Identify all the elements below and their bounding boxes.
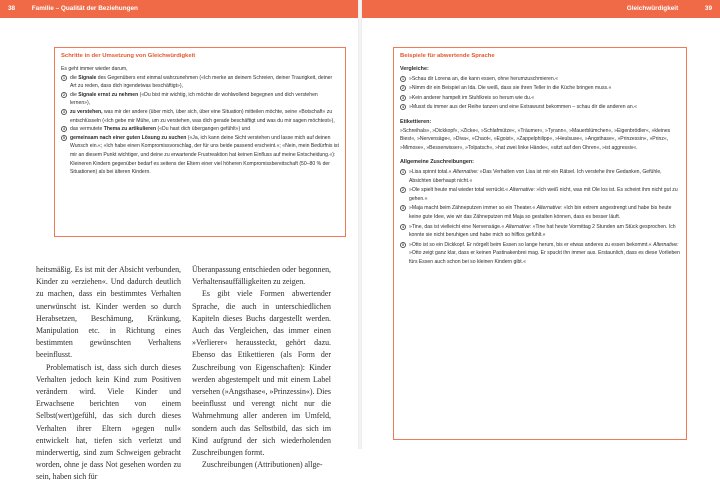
example-text: »Nimm dir ein Beispiel an Ida. Die weiß, dass sie ihren Teller in die Küche bringen muss.« <box>409 85 612 92</box>
example-item <box>400 84 680 93</box>
step-item <box>61 108 339 125</box>
step-keyword: zu verstehen, <box>70 108 103 115</box>
example-text: »Schau dir Lorena an, die kann essen, ohne herumzuschmieren.« <box>409 75 558 82</box>
left-text-column-1 <box>36 264 181 484</box>
number-bullet-icon: 3 <box>402 206 404 211</box>
alternative-label: Alternative: <box>505 223 532 230</box>
number-bullet-icon: 1 <box>402 169 404 174</box>
vergleiche-list <box>400 75 680 112</box>
number-bullet-icon: 5 <box>63 135 65 140</box>
book-gutter <box>358 0 362 449</box>
alternative-label: Alternative: <box>536 205 563 212</box>
left-info-box <box>54 47 346 237</box>
left-box-list <box>61 74 339 177</box>
example-item <box>400 94 680 103</box>
number-bullet-icon: 4 <box>402 224 404 229</box>
example-text: »Kein anderer hampelt im Stuhlkreis so herum wie du.« <box>409 94 535 101</box>
body-paragraph: heitsmäßig. Es ist mit der Absicht verbunden, Kinder zu »erziehen«. Und dadurch deutlich zu machen, dass ein bestimmtes Verhalten unerwünscht ist. Kinder werden so durch Herabsetzen, Beschämung, Kränkung, Manipulation etc. in Richtung eines bestimmten gewünschten Verhaltens beeinflusst. <box>36 265 181 360</box>
example-text: »Musst du immer aus der Reihe tanzen und eine Extrawurst bekommen – schau dir die anderen an.« <box>409 104 637 111</box>
example-item <box>400 168 680 185</box>
alternative-label: Alternative: <box>653 241 679 248</box>
body-paragraph: Überanpassung entschieden oder begonnen, Verhaltensauffälligkeiten zu zeigen. <box>192 265 331 287</box>
step-prefix: das vermutete <box>70 126 104 133</box>
example-item <box>400 186 680 203</box>
step-keyword: gemeinsam nach einer guten Lösung zu suchen <box>70 134 187 141</box>
body-paragraph: Problematisch ist, dass sich durch dieses Verhalten jedoch kein Kind zum Positiven verändern wird. Viele Kinder und Erwachsene berichten von einem Selbst(wert)gefühl, das sich durch dieses Verhalten ihrer Eltern »gegen null« entwickelt hat, tiefen sich verletzt und minderwertig, sind zum Schweigen gebracht worden, ohne je dass Not gesehen worden zu sein, haben sich für <box>36 362 181 482</box>
left-text-column-2 <box>192 264 331 471</box>
example-item <box>400 75 680 84</box>
number-bullet-icon: 3 <box>402 95 404 100</box>
step-keyword: Signale ernst zu nehmen <box>78 91 139 98</box>
right-header-title: Gleichwürdigkeit <box>626 5 679 12</box>
left-box-intro: Es geht immer wieder darum, <box>61 66 128 72</box>
step-item <box>61 134 339 177</box>
section-heading-zuschreibungen: Allgemeine Zuschreibungen: <box>400 159 474 166</box>
example-text: »Maja macht beim Zähneputzen immer so ein Theater.« <box>409 205 537 212</box>
number-bullet-icon: 4 <box>402 105 404 110</box>
left-page-number: 38 <box>8 5 16 12</box>
alternative-text: »Das Verhalten von Lisa ist mir ein Rätsel. Ich verstehe ihre Gedanken, Gefühle, Absichten überhaupt nicht.« <box>409 168 662 184</box>
number-bullet-icon: 1 <box>402 76 404 81</box>
alternative-text: »Ich bin extrem angestrengt und habe bis heute keine gute Idee, wie wir das Zähneputzen mit Maja so gestalten können, dass es besser läuft. <box>409 205 672 220</box>
example-item <box>400 241 680 267</box>
body-paragraph: Es gibt viele Formen abwertender Sprache, die auch in unterschiedlichen Kapiteln dieses Buchs dargestellt werden. Auch das Vergleichen, das immer einen »Verlierer« heraussteckt, gehört dazu. Ebenso das Etikettieren (als Form der Zuschreibung von Eigenschaften): Kinder werden abgestempelt und mit einem Label versehen (»Angsthase«, »Prinzessin«). Dies beeinflusst und verengt nicht nur die Wahrnehmung aller anderen im Umfeld, sondern auch das Selbstbild, das sich im Kind aufgrund der sich wiederholenden Zuschreibungen formt. <box>192 289 331 458</box>
example-item <box>400 103 680 112</box>
number-bullet-icon: 4 <box>63 127 65 132</box>
body-paragraph: Zuschreibungen (Attributionen) allge- <box>202 460 323 470</box>
left-box-body <box>61 65 339 177</box>
example-text: »Tine, das ist vielleicht eine Nervensäge.« <box>409 223 506 230</box>
example-text: »Lisa spinnt total.« <box>409 168 453 175</box>
number-bullet-icon: 5 <box>402 242 404 247</box>
section-heading-vergleiche: Vergleiche: <box>400 66 429 72</box>
step-item <box>61 91 339 108</box>
example-item <box>400 223 680 240</box>
example-text: »Otto ist so ein Dickkopf. Er nörgelt beim Essen so lange herum, bis er etwas anderes zu essen bekommt.« <box>409 241 654 248</box>
alternative-text: »Tine hat heute Vormittag 2 Stunden am Stück gesprochen. Ich konnte sie nicht beruhigen und habe mich so hilflos gefühlt.« <box>409 223 676 239</box>
step-text: («Ja, ich kann deine Sicht verstehen und lasse mich auf deinen Wunsch ein.«; «Ich habe einen Kompromissvorschlag, der für uns beide passend erscheint.«; «Nein, mein Bedürfnis ist mir an diesem Punkt wichtiger, und deine zu erwartende Frustreaktion hat keinen Einfluss auf meine Entscheidung.«): Kleineren Kindern gegenüber bedarf es seitens der Eltern einer viel höheren Kompromissbereitschaft (50–80 % der Situationen) als bei älteren Kindern. <box>70 134 339 176</box>
number-bullet-icon: 2 <box>402 86 404 91</box>
step-keyword: Thema zu artikulieren <box>103 126 157 133</box>
right-examples-box <box>393 47 687 440</box>
number-bullet-icon: 3 <box>63 109 65 114</box>
left-header-title: Familie – Qualität der Beziehungen <box>31 5 138 12</box>
step-prefix: die <box>70 74 79 81</box>
right-page-number: 39 <box>704 5 712 12</box>
alternative-label: Alternative: <box>452 168 479 175</box>
etikettieren-text: »Schreihals«, »Dickkopf«, »Zicke«, »Schlafmütze«, »Träumer«, »Tyrann«, »Mauerblümchen«, »Eigenbrödler«, »kleines Biest«, »Nervensäge«, »Diva«, »Chaot«, »Egoist«, »Zappelphilipp«, »Heulsuse«, »Angsthase«, »Prinzessin«, »Prinz«, »Mimose«, »Besserwisser«, »Tolpatsch«, »hat zwei linke Hände«, »sitzt auf den Ohren«, »ist aggressiv«. <box>400 127 671 151</box>
number-bullet-icon: 2 <box>402 188 404 193</box>
step-item <box>61 74 339 91</box>
example-text: »Ole spielt heute mal wieder total verrückt.« <box>409 187 510 194</box>
step-prefix: die <box>70 91 79 98</box>
step-text: («Du bist mir wichtig, ich möchte dir wohlwollend begegnen und dich verstehen lernen»), <box>70 91 318 107</box>
left-running-header <box>0 0 358 18</box>
step-text: des Gegenübers erst einmal wahrzunehmen («Ich merke an deinem Schreien, deiner Traurigkeit, deiner Art zu reden, dass dich irgendetwas beschäftigt»), <box>70 74 333 90</box>
step-text: («Du hast dich übergangen gefühlt») und <box>156 126 251 133</box>
step-text: was mir der andere (über mich, über sich, über eine Situation) mitteilen möchte, seine »Botschaft« zu entschlüsseln («Ich gebe mir Mühe, um zu verstehen, was dich gerade beschäftigt und was du mir sagen möchtest»), <box>70 108 335 124</box>
zuschreibungen-list <box>400 168 680 267</box>
example-item <box>400 204 680 221</box>
number-bullet-icon: 2 <box>63 92 65 97</box>
right-box-title: Beispiele für abwertende Sprache <box>400 53 495 59</box>
section-heading-etikettieren: Etikettieren: <box>400 118 432 125</box>
left-box-title: Schritte in der Umsetzung von Gleichwürdigkeit <box>61 53 196 59</box>
right-box-body <box>400 65 680 266</box>
alternative-text: »Ich weiß nicht, was mit Ole los ist. Es scheint ihm nicht gut zu gehen.« <box>409 187 678 202</box>
alternative-text: »Otto zeigt ganz klar, dass er keinen Pastinakenbrei mag. Er spuckt ihn immer aus. Erstaunlich, dass es diese Vorlieben fürs Essen auch schon bei so kleinen Kindern gibt.« <box>409 250 680 265</box>
right-running-header <box>362 0 720 18</box>
step-keyword: Signale <box>78 74 97 81</box>
number-bullet-icon: 1 <box>63 75 65 80</box>
step-item <box>61 125 339 134</box>
alternative-label: Alternative: <box>509 187 535 194</box>
